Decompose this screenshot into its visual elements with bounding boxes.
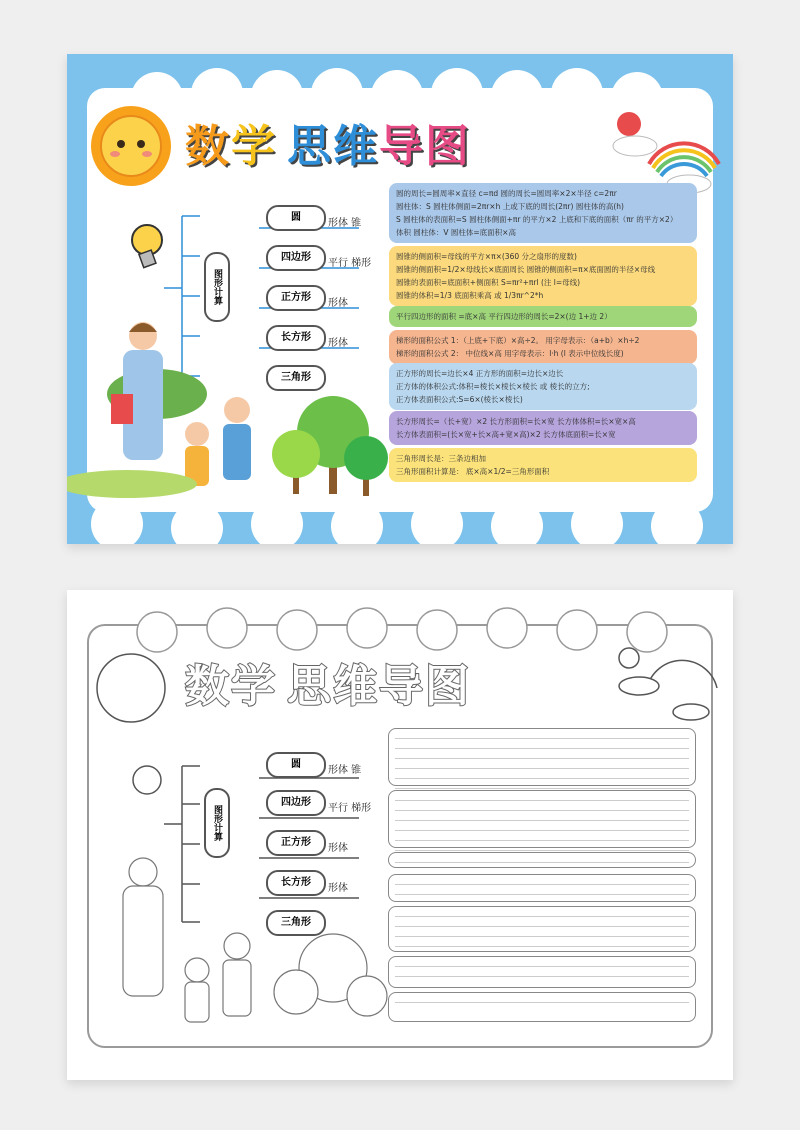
rule-line xyxy=(395,769,689,779)
formula-line: 圆的周长=圆周率×直径 c=πd 圆的周长=圆周率×2×半径 c=2πr xyxy=(396,189,617,198)
title-char: 图 xyxy=(425,121,471,172)
rule-line xyxy=(395,885,689,895)
blank-lined-box xyxy=(388,874,696,902)
mindmap-node-triangle: 三角形 xyxy=(266,910,326,936)
mindmap-tail: 形体 xyxy=(328,338,348,349)
title-char: 学 xyxy=(231,121,277,172)
cloud-outline-icon xyxy=(673,704,709,720)
formula-box-circle xyxy=(389,183,697,243)
mindmap-tail: 形体 xyxy=(328,843,348,854)
cloud-outline-icon xyxy=(619,677,659,695)
teacher-and-students-illustration xyxy=(67,322,251,498)
formula-line: 正方形的周长=边长×4 正方形的面积=边长×边长 xyxy=(396,369,564,378)
mindmap-node-quadrilateral: 四边形 xyxy=(266,245,326,271)
title-char: 导 xyxy=(379,121,425,172)
title-char: 图 xyxy=(425,661,471,712)
rule-line xyxy=(395,927,689,937)
formula-line: 圆锥的体积=1/3 底面积乘高 或 1/3πr^2*h xyxy=(396,291,544,300)
rule-line xyxy=(395,917,689,927)
rule-line xyxy=(395,957,689,967)
formula-line: 正方体的体积公式:体积=棱长×棱长×棱长 或 棱长的立方; xyxy=(396,382,590,391)
title-char: 导 xyxy=(379,661,425,712)
formula-line: 体积 圆柱体：V 圆柱体=底面积×高 xyxy=(396,228,516,237)
mindmap-node-square: 正方形 xyxy=(266,830,326,856)
formula-box-square xyxy=(389,363,697,410)
rule-line xyxy=(395,739,689,749)
formula-line: S 圆柱体的表面积=S 圆柱体侧面+πr 的平方×2 上底和下底的面积（πr 的平方×2） xyxy=(396,215,678,224)
mindmap-tail: 形体 xyxy=(328,298,348,309)
lightbulb-outline-icon xyxy=(133,766,161,794)
title-char: 学 xyxy=(231,661,277,712)
rule-line xyxy=(395,811,689,821)
title-char: 维 xyxy=(333,121,379,172)
rule-line xyxy=(395,749,689,759)
blank-lined-box xyxy=(388,728,696,786)
mindmap-tail: 形体 xyxy=(328,883,348,894)
rule-line xyxy=(395,831,689,841)
rule-line xyxy=(395,841,689,851)
rule-line xyxy=(395,853,689,863)
sun-outline-icon xyxy=(97,654,165,722)
title-char: 思 xyxy=(287,121,333,172)
formula-box-parallelogram xyxy=(389,306,697,327)
rule-line xyxy=(395,759,689,769)
rule-line xyxy=(395,907,689,917)
title-char: 思 xyxy=(287,661,333,712)
page-title-outline xyxy=(185,650,471,714)
lightbulb-icon xyxy=(132,225,162,268)
formula-line: 长方形周长=（长+宽）×2 长方形面积=长×宽 长方体体积=长×宽×高 xyxy=(396,417,636,426)
rule-line xyxy=(395,779,689,789)
formula-line: 梯形的面积公式 2： 中位线×高 用字母表示：l·h (l 表示中位线长度) xyxy=(396,349,624,358)
formula-box-rectangle xyxy=(389,411,697,445)
formula-box-trapezoid xyxy=(389,330,697,364)
formula-line: 圆柱体：S 圆柱体侧面=2πr×h 上或下底的周长(2πr) 圆柱体的高(h) xyxy=(396,202,624,211)
blank-lined-box xyxy=(388,956,696,988)
blank-lined-box xyxy=(388,992,696,1022)
title-char: 维 xyxy=(333,661,379,712)
mindmap-node-quadrilateral: 四边形 xyxy=(266,790,326,816)
formula-line: 长方体表面积=(长×宽+长×高+宽×高)×2 长方体底面积=长×宽 xyxy=(396,430,616,439)
formula-line: 圆锥的表面积=底面积+侧面积 S=πr²+πrl (注 l=母线) xyxy=(396,278,581,287)
blank-lined-box xyxy=(388,852,696,868)
mindmap-tail: 形体 锥 xyxy=(328,218,362,229)
mindmap-node-rectangle: 长方形 xyxy=(266,870,326,896)
formula-line: 圆锥的侧面积=母线的平方×π×(360 分之扇形的度数) xyxy=(396,252,577,261)
rule-line xyxy=(395,801,689,811)
mindmap-tail: 形体 锥 xyxy=(328,765,362,776)
mindmap-node-square: 正方形 xyxy=(266,285,326,311)
page-title xyxy=(185,110,471,174)
rule-line xyxy=(395,993,689,1003)
formula-line: 正方体表面积公式:S=6×(棱长×棱长) xyxy=(396,395,523,404)
formula-line: 三角形面积计算是： 底×高×1/2=三角形面积 xyxy=(396,467,550,476)
formula-line: 圆锥的侧面积=1/2×母线长×底面周长 圆锥的侧面积=π×底面圆的半径×母线 xyxy=(396,265,656,274)
rule-line xyxy=(395,729,689,739)
cloud-outline-icon xyxy=(619,648,639,668)
mindmap-tail: 平行 梯形 xyxy=(328,258,372,269)
rule-line xyxy=(395,791,689,801)
formula-box-triangle xyxy=(389,448,697,482)
mindmap-tail: 平行 梯形 xyxy=(328,803,372,814)
rainbow-icon xyxy=(613,112,719,193)
rule-line xyxy=(395,937,689,947)
formula-line: 梯形的面积公式 1：（上底+下底）×高÷2。 用字母表示：（a+b）×h÷2 xyxy=(396,336,640,345)
mindmap-node-rectangle: 长方形 xyxy=(266,325,326,351)
mindmap-node-triangle: 三角形 xyxy=(266,365,326,391)
blank-lined-box xyxy=(388,790,696,848)
title-char: 数 xyxy=(185,121,231,172)
formula-box-cone xyxy=(389,246,697,306)
formula-line: 平行四边形的面积 =底×高 平行四边形的周长=2×(边 1+边 2） xyxy=(396,312,612,321)
rule-line xyxy=(395,821,689,831)
rule-line xyxy=(395,967,689,977)
title-char: 数 xyxy=(185,661,231,712)
formula-line: 三角形周长是：三条边相加 xyxy=(396,454,486,463)
mindmap-node-circle: 圆 xyxy=(266,752,326,778)
trees-illustration xyxy=(272,396,388,496)
sun-icon xyxy=(91,106,171,186)
rule-line xyxy=(395,875,689,885)
mindmap-root-outline: 图形计算 xyxy=(204,788,230,858)
blank-lined-box xyxy=(388,906,696,952)
mindmap-node-circle: 圆 xyxy=(266,205,326,231)
mindmap-root: 图形计算 xyxy=(204,252,230,322)
cloud-border-outline xyxy=(137,608,667,652)
